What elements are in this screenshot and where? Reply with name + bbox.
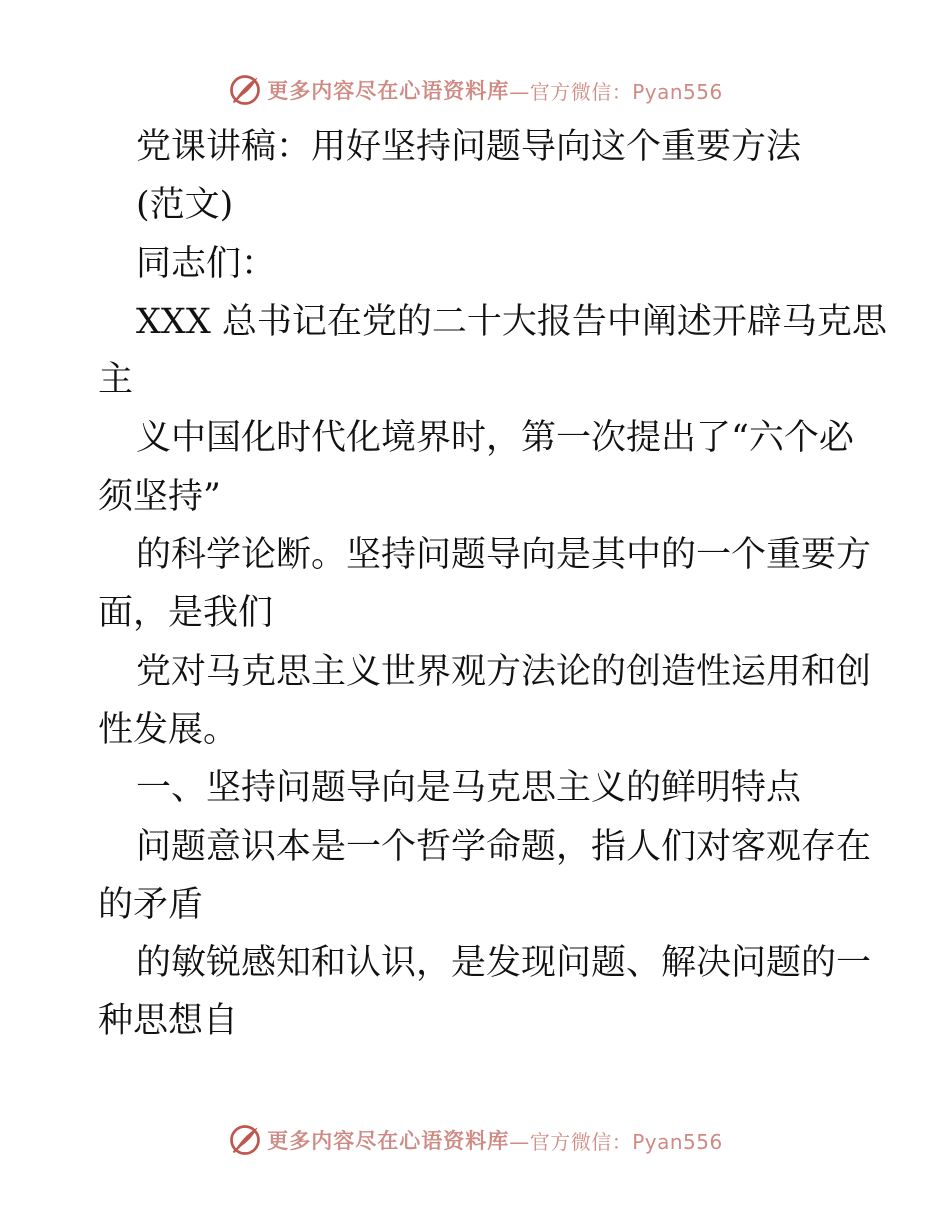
text-line: 的敏锐感知和认识，是发现问题、解决问题的一 xyxy=(136,943,872,984)
footer-watermark-banner xyxy=(0,1120,950,1160)
text-line: 的科学论断。坚持问题导向是其中的一个重要方 xyxy=(136,535,872,576)
text-line: 种思想自 xyxy=(98,1001,239,1042)
header-watermark-main: 更多内容尽在心语资料库 xyxy=(267,78,510,103)
document-body xyxy=(98,118,887,1051)
feather-seal-icon xyxy=(227,72,263,108)
text-line: XXX 总书记在党的二十大报告中阐述开辟马克思 xyxy=(136,301,887,342)
text-line: 性发展。 xyxy=(98,709,239,750)
footer-watermark-sub: —官方微信：Pyan556 xyxy=(509,1129,723,1154)
text-line: 面，是我们 xyxy=(98,593,274,634)
text-line: 党对马克思主义世界观方法论的创造性运用和创 xyxy=(136,651,872,692)
header-watermark-banner xyxy=(0,70,950,110)
text-line: 须坚持” xyxy=(98,476,221,517)
header-watermark-sub: —官方微信：Pyan556 xyxy=(509,79,723,104)
salutation: 同志们： xyxy=(136,243,277,284)
section-heading: 一、坚持问题导向是马克思主义的鲜明特点 xyxy=(136,768,802,809)
feather-seal-icon xyxy=(227,1122,263,1158)
text-line: 问题意识本是一个哲学命题，指人们对客观存在 xyxy=(136,826,872,867)
footer-watermark-main: 更多内容尽在心语资料库 xyxy=(267,1128,510,1153)
document-title: 党课讲稿：用好坚持问题导向这个重要方法 xyxy=(136,127,802,167)
document-subtitle: (范文) xyxy=(136,185,234,226)
text-line: 主 xyxy=(98,360,134,401)
text-line: 义中国化时代化境界时，第一次提出了“六个必 xyxy=(136,418,854,459)
text-line: 的矛盾 xyxy=(98,884,204,925)
